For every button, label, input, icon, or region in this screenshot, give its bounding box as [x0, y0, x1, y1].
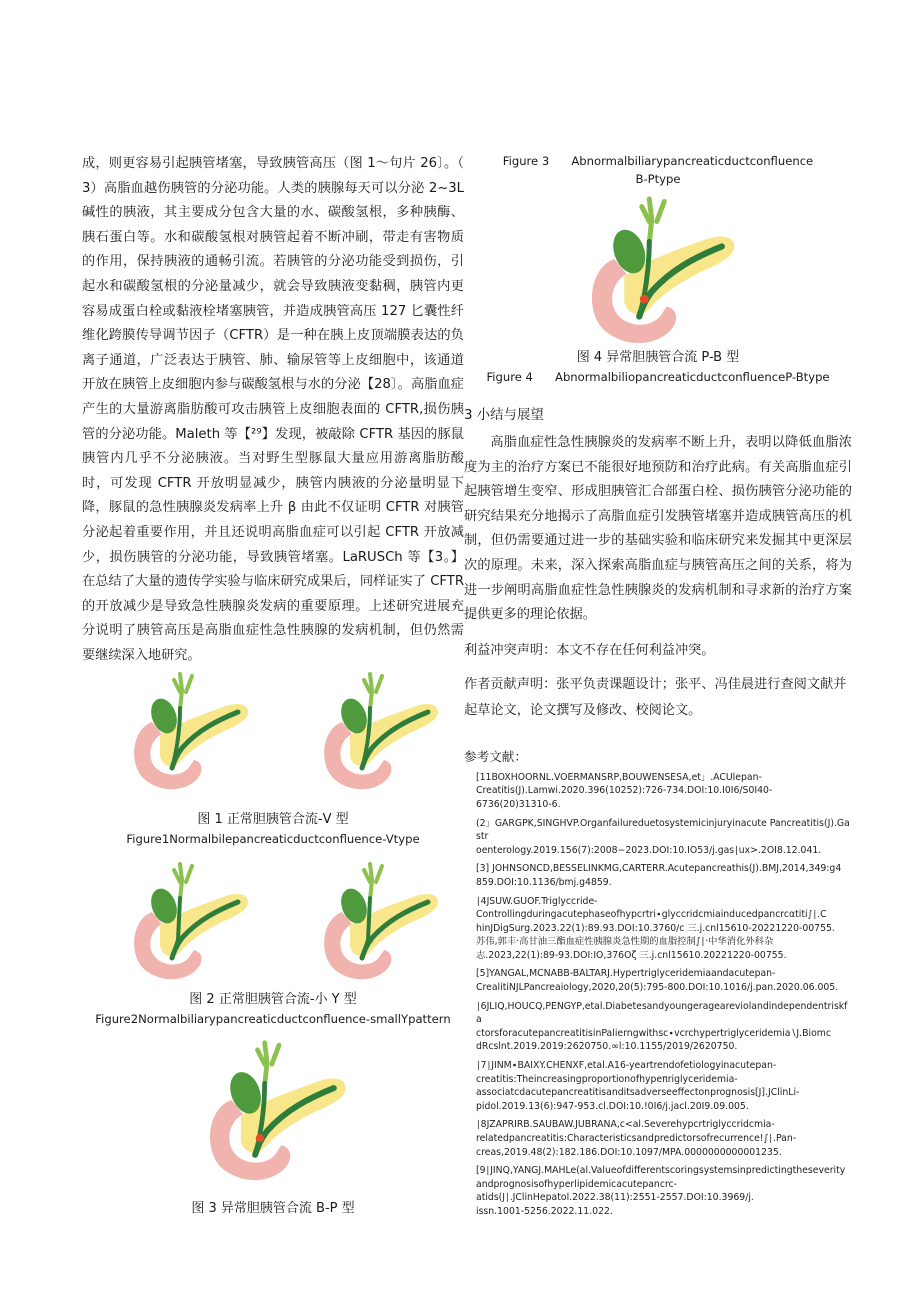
left-column [82, 152, 464, 1219]
bile-duct-shape [364, 864, 382, 900]
figure-4-caption-cn: 图 4 异常胆胰管合流 P-B 型 [576, 350, 740, 365]
figure-3-image [193, 1038, 353, 1193]
reference-line: issn.1001-5256.2022.11.022. [476, 1205, 613, 1217]
reference-line: andprognosisofhyperlipidemicacutepancrc- [476, 1178, 678, 1190]
reference-line: ∣8JZAPRIRB.SAUBAW.JUBRANA,c<al.Severehypcrtriglyccridcmia- [476, 1119, 775, 1131]
confluence-marker [256, 1134, 264, 1142]
reference-line: [3] JOHNSONCD,BESSELINKMG,CARTERR.Acutepancreathis(J).BMJ,2014,349:g4 [476, 863, 842, 875]
figure-1-image [122, 670, 252, 810]
reference-line: 志.2023,22(1):89-93.DOI:IO,376Oζ 三.j.cnl15610.20221220-00755. [476, 949, 787, 961]
reference-item [464, 967, 852, 994]
reference-line: dRcslnt.2019.2019:2620750.∞l:10.1155/2019/2620750. [476, 1041, 738, 1053]
reference-line: CrealitiNJLPancreaiology,2020,20(5):795-800.DOI:10.1016/j.pan.2020.06.005. [476, 982, 839, 994]
reference-line: (2」GARGPK,SINGHVP.Organfailureduetosystemicinjuryinacute Pancreatitis(J).Gastr [476, 817, 850, 843]
reference-line: creatitis:Theincreasingproportionofhypeπriglyceridemia- [476, 1073, 738, 1085]
figure-row-2 [82, 860, 464, 990]
figure-1-caption-en: Figure1Normalbilepancreaticductconfluence-Vtype [126, 832, 420, 847]
reference-line: 6736(20)31310-6. [476, 798, 561, 810]
section-title: 3 小结与展望 [464, 408, 544, 423]
reference-line: oenterology.2019.156(7):2008−2023.DOI:10.IO53∕j.gas∣ux>.2OI8.12.041. [476, 844, 822, 856]
reference-line: hinJDigSurg.2023.22(1):89.93.DOI:10.3760∕c 三.j.cnl15610-20221220-00755. [476, 922, 835, 934]
figure-row-3 [82, 1038, 464, 1193]
figure-3-caption-en-line2: B-Ptype [635, 172, 681, 186]
figure-1-caption-cn: 图 1 正常胆胰管合流-V 型 [197, 812, 349, 828]
reference-line: Creatitis(J).Lamwi.2020.396(10252):726-734.DOI:10.I0I6/S0I40- [476, 785, 773, 797]
reference-line: 859.DOI:10.1136/bmj.g4859. [476, 876, 612, 888]
figure-4-caption-en: Figure 4 AbnormalbiliopancreaticductconfluenceP-Btype [486, 370, 830, 384]
reference-item [464, 1164, 852, 1218]
reference-line: associatcdacutepancreatitisanditsadverseeffectonprognosis[J].JClinLi- [476, 1087, 800, 1099]
reference-line: Controllingduringacutephaseofhypcrtri∙glyccridcmiainducedpancrcαtiti∫∣.C [476, 909, 827, 921]
reference-line: [9∣JINQ,YANGJ.MAHLe(al.Valueofdifferentscoringsystemsinpredictingtheseverity [476, 1165, 846, 1177]
bile-duct-shape [258, 1043, 279, 1086]
reference-item [464, 1059, 852, 1113]
figure-2-image [122, 860, 252, 990]
confluence-marker [640, 295, 649, 304]
reference-line: ctorsforacutepancreatitisinPalierngwithsc∙vcrchypertriglyceridemia∖J.Biomc [476, 1027, 831, 1039]
reference-item [464, 1118, 852, 1159]
reference-line: pidol.2019.13(6):947-953.cl.DOI:10.!0I6∕j.jacl.20I9.09.005. [476, 1100, 749, 1112]
reference-line: [5]YANGAL,MCNABB-BALTARJ.Hypertriglyceridemiaandacutepan- [476, 968, 776, 980]
figure-row-1-2 [82, 670, 464, 810]
figure-2-caption-en: Figure2Normalbiliarypancreaticductconfluence-smallYpattern [95, 1012, 451, 1027]
reference-line: [11BOXHOORNL.VOERMANSRP,BOUWENSESA,et」.ACUlepan- [476, 771, 762, 783]
reference-line: ∣4JSUW.GUOF.Triglyccride- [476, 895, 598, 907]
reference-line: atids(J∣.JClinHepatol.2022.38(11):2551-2557.DOI:10.3969/j. [476, 1192, 754, 1204]
references-title: 参考文献： [464, 748, 527, 764]
references-list [464, 771, 852, 1219]
conflict-statement: 利益冲突声明：本文不存在任何利益冲突。 [464, 642, 715, 658]
bile-duct-shape [174, 864, 192, 900]
figure-2-caption-cn: 图 2 正常胆胰管合流-小 Y 型 [189, 992, 357, 1008]
right-column [464, 152, 852, 1224]
figure-3-caption-cn: 图 3 异常胆胰管合流 B-P 型 [191, 1201, 355, 1217]
figure-4-image [563, 194, 753, 344]
reference-item [464, 895, 852, 963]
reference-line: 苏伟,郭丰·高甘油三酯血症性胰腺炎急性期的血脂控制∫∣·中华消化外科杂 [476, 936, 774, 948]
body-paragraph-right: 高脂血症性急性胰腺炎的发病率不断上升，表明以降低血脂浓度为主的治疗方案已不能很好地预防和治疗此病。有关高脂血症引起胰管增生变窄、形成胆胰管汇合部蛋白栓、损伤胰管分泌功能的研究结果充分地揭示了高脂血症引发胰管堵塞并造成胰管高压的机制，但仍需要通过进一步的基础实验和临床研究来发掘其中更深层次的原理。未来，深入探索高脂血症与胰管高压之间的关系，将为进一步阐明高脂血症性急性胰腺炎的发病机制和寻求新的治疗方案提供更多的理论依据。 [464, 435, 852, 623]
reference-item [464, 862, 852, 889]
reference-item [464, 771, 852, 812]
figure-1b-image [312, 670, 442, 810]
bile-duct-shape [174, 674, 192, 710]
reference-line: relatedpancreatitis:Characteristicsandpredictorsofrecurrence!∫∣.Pan- [476, 1133, 797, 1144]
reference-item [464, 1000, 852, 1054]
figure-2b-image [312, 860, 442, 990]
reference-item [464, 817, 852, 858]
body-paragraph-left: 成，则更容易引起胰管堵塞，导致胰管高压（图 1〜句片 26〕。（ 3）高脂血越伤胰管的分泌功能。人类的胰腺每天可以分泌 2~3L 碱性的胰液，其主要成分包含大量的水、碳酸氢根，多种胰酶、胰石蛋白等。水和碳酸氢根对胰管起着不断冲刷，带走有害物质的作用，保持胰液的通畅引流。若胰管的分泌功能受到损伤，引起水和碳酸氢根的分泌量减少，就会导致胰液变黏稠，胰管内更容易成蛋白栓或黏液栓堵塞胰管，并造成胰管高压 127 匕囊性纤维化跨膜传导调节因子（CFTR）是一种在胰上皮顶端膜表达的负离子通道，广泛表达于胰管、肺、输尿管等上皮细胞中，该通道开放在胰管上皮细胞内参与碳酸氢根与水的分泌【28〕。高脂血症产生的大量游离脂肪酸可攻击胰管上皮细胞表面的 CFTR,损伤胰管的分泌功能。Maleth 等【²⁹】发现，被敲除 CFTR 基因的豚鼠胰管内几乎不分泌胰液。当对野生型豚鼠大量应用游离脂肪酸时，可发现 CFTR 开放明显减少，胰管内胰液的分泌量明显下降，豚鼠的急性胰腺炎发病率上升 β 由此不仅证明 CFTR 对胰管分泌起着重要作用，并且还说明高脂血症可以引起 CFTR 开放减少，损伤胰管的分泌功能，导致胰管堵塞。LaRUSCh 等【3。】在总结了大量的遗传学实验与临床研究成果后，同样证实了 CFTR 的开放减少是导致急性胰腺炎发病的重要原理。上述研究进展充分说明了胰管高压是高脂血症性急性胰腺的发病机制，但仍然需要继续深入地研究。 [82, 156, 464, 663]
figure-row-4 [464, 194, 852, 344]
figure-3-caption-en-line1: Figure 3 Abnormalbiliarypancreaticductconfluence [502, 154, 814, 168]
reference-line: creas,2019.48(2):182.186.DOI:10.1097/MPA.0000000000001235. [476, 1146, 782, 1158]
reference-line: ∣7∣JINM∙BAIXY.CHENXF,etal.A16-yeartrendofetiologyinacutepan- [476, 1060, 777, 1072]
contribution-statement: 作者贡献声明：张平负责课题设计；张平、冯佳晨进行查阅文献并起草论文，论文撰写及修改、校阅论文。 [464, 676, 847, 718]
bile-duct-shape [642, 199, 665, 244]
bile-duct-shape [364, 674, 382, 710]
reference-line: ∣6JLIQ,HOUCQ,PENGYP,etal.Diabetesandyoungerageareviolandindependentriskfa [476, 1000, 848, 1026]
